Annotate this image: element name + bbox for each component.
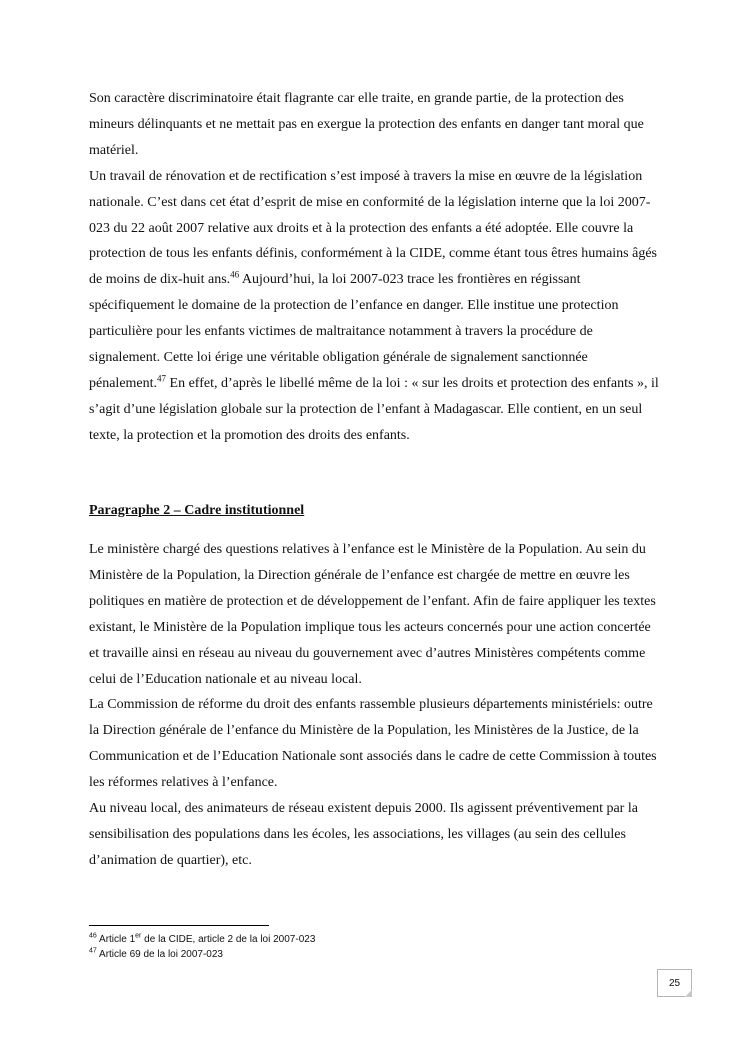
page-number: 25 bbox=[668, 977, 681, 989]
footnote-ref: 47 bbox=[157, 373, 167, 384]
text-run: Au niveau local, des animateurs de réseau existent depuis 2000. Ils agissent préventivement par la sensibilisation des populations dans les écoles, les associations, les villages (au sein des cellules d’animation de quartier), etc. bbox=[89, 801, 638, 868]
section-1-body bbox=[89, 86, 659, 449]
footnote-number: 46 bbox=[89, 932, 97, 940]
paragraph bbox=[89, 164, 659, 449]
page-number-box bbox=[657, 969, 692, 997]
text-run: Un travail de rénovation et de rectification s’est imposé à travers la mise en œuvre de la législation nationale. C’est dans cet état d’esprit de mise en conformité de la législation interne que la loi 2007-023 du 22 août 2007 relative aux droits et à la protection des enfants a été adoptée. Elle couvre la protection de tous les enfants définis, conformément à la CIDE, comme étant tous êtres humains âgés de moins de dix-huit ans. bbox=[89, 168, 658, 288]
text-run: Article 1 bbox=[96, 934, 136, 945]
footnote bbox=[89, 932, 315, 947]
footnote-number: 47 bbox=[89, 947, 97, 955]
text-run: En effet, d’après le libellé même de la loi : « sur les droits et protection des enfants », il s’agit d’une législation globale sur la protection de l’enfant à Madagascar. Elle contient, en un seul texte, la protection et la promotion des droits des enfants. bbox=[89, 375, 659, 443]
text-run: Article 69 de la loi 2007-023 bbox=[96, 949, 223, 960]
footnote-ref: 46 bbox=[230, 269, 240, 280]
paragraph bbox=[89, 796, 659, 874]
paragraph bbox=[89, 86, 659, 164]
footnote bbox=[89, 947, 315, 962]
paragraph bbox=[89, 537, 659, 692]
section-heading: Paragraphe 2 – Cadre institutionnel bbox=[89, 503, 305, 518]
text-run: Le ministère chargé des questions relatives à l’enfance est le Ministère de la Population. Au sein du Ministère de la Population, la Direction générale de l’enfance est chargée de mettre en œuvre les politiques en matière de protection et de développement de l’enfant. Afin de faire appliquer les textes existant, le Ministère de la Population implique tous les acteurs concernés pour une action concertée et travaille ainsi en réseau au niveau du gouvernement avec d’autres Ministères compétents comme celui de l’Education nationale et au niveau local. bbox=[89, 542, 656, 687]
page-fold-icon bbox=[685, 990, 692, 997]
section-2-body bbox=[89, 537, 659, 874]
text-run: de la CIDE, article 2 de la loi 2007-023 bbox=[141, 934, 316, 945]
footnotes bbox=[89, 932, 315, 962]
footnote-separator bbox=[89, 925, 269, 926]
text-run: Son caractère discriminatoire était flagrante car elle traite, en grande partie, de la protection des mineurs délinquants et ne mettait pas en exergue la protection des enfants en danger tant moral que matériel. bbox=[89, 91, 644, 158]
text-run: La Commission de réforme du droit des enfants rassemble plusieurs départements ministériels: outre la Direction générale de l’enfance du Ministère de la Population, les Ministères de la Justice, de la Communication et de l’Education Nationale sont associés dans le cadre de cette Commission à toutes les réformes relatives à l’enfance. bbox=[89, 697, 657, 791]
text-run: Aujourd’hui, la loi 2007-023 trace les frontières en régissant spécifiquement le domaine de la protection de l’enfance en danger. Elle institue une protection particulière pour les enfants victimes de maltraitance notamment à travers la procédure de signalement. Cette loi érige une véritable obligation générale de signalement sanctionnée pénalement. bbox=[89, 272, 619, 391]
footnote-ref: er bbox=[135, 932, 142, 940]
paragraph bbox=[89, 692, 659, 796]
